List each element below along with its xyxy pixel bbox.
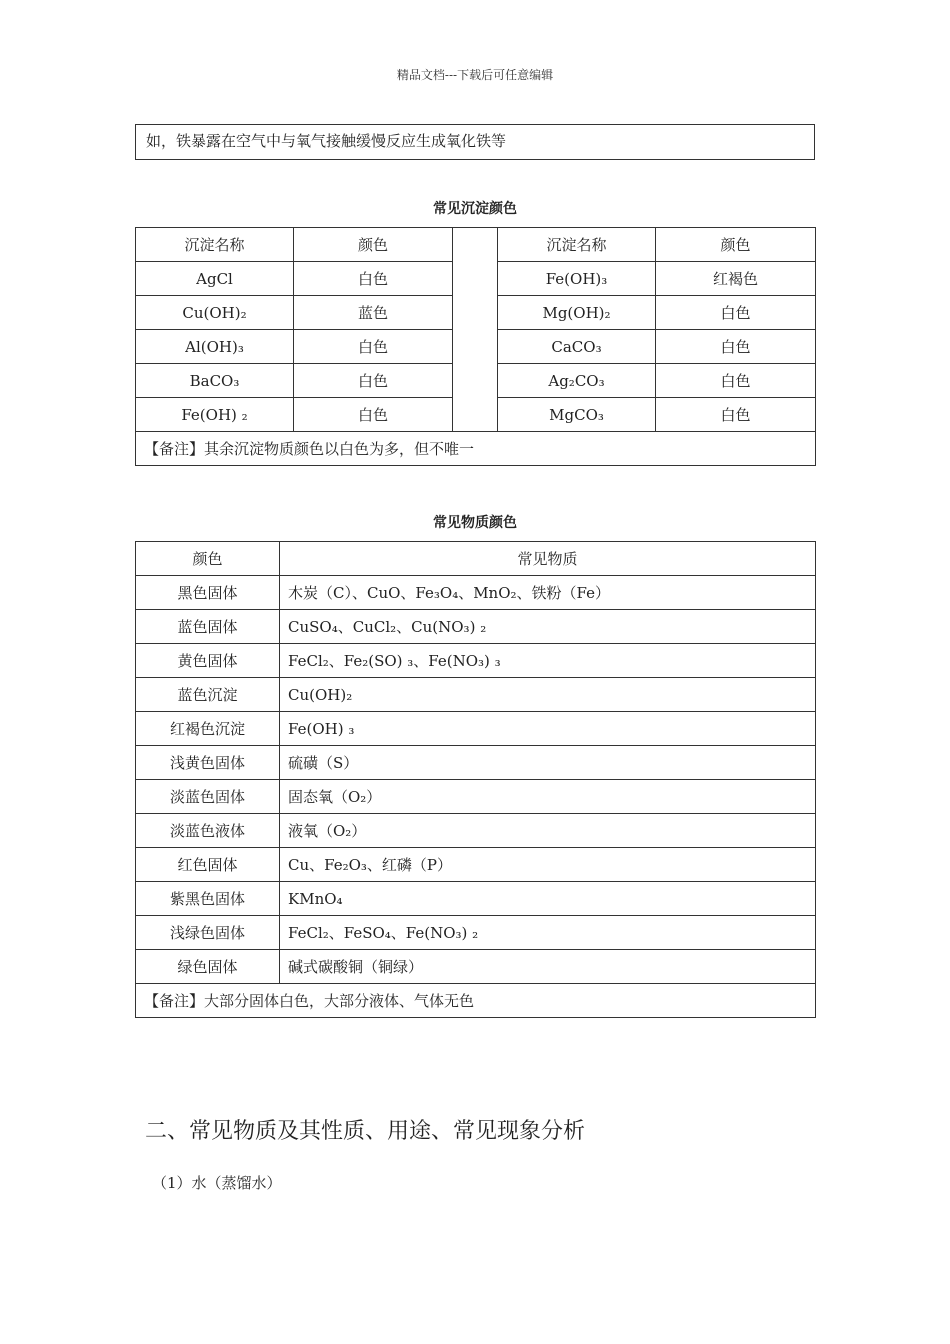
- table-row: [136, 610, 816, 644]
- note-row: [136, 432, 816, 466]
- substances-cell: CuSO₄、CuCl₂、Cu(NO₃) ₂: [280, 610, 816, 644]
- color-cell: 黄色固体: [136, 644, 280, 678]
- substances-cell: Fe(OH) ₃: [280, 712, 816, 746]
- substance-table-caption: 常见物质颜色: [433, 515, 517, 531]
- table-note: 【备注】大部分固体白色，大部分液体、气体无色: [136, 984, 816, 1018]
- precipitate-color: 白色: [294, 262, 453, 296]
- precipitate-color: 白色: [656, 364, 816, 398]
- color-cell: 蓝色沉淀: [136, 678, 280, 712]
- color-cell: 紫黑色固体: [136, 882, 280, 916]
- table-header-row: [136, 542, 816, 576]
- table-row: [136, 882, 816, 916]
- substance-color-table: [135, 541, 816, 1018]
- table-note: 【备注】其余沉淀物质颜色以白色为多，但不唯一: [136, 432, 816, 466]
- note-row: [136, 984, 816, 1018]
- precipitate-name: Fe(OH) ₂: [136, 398, 294, 432]
- precipitate-color: 白色: [656, 398, 816, 432]
- table-row: [136, 780, 816, 814]
- color-cell: 浅绿色固体: [136, 916, 280, 950]
- subsection-heading: （1）水（蒸馏水）: [152, 1174, 282, 1192]
- color-cell: 浅黄色固体: [136, 746, 280, 780]
- substances-cell: Cu(OH)₂: [280, 678, 816, 712]
- substances-cell: KMnO₄: [280, 882, 816, 916]
- substances-cell: FeCl₂、Fe₂(SO) ₃、Fe(NO₃) ₃: [280, 644, 816, 678]
- color-cell: 蓝色固体: [136, 610, 280, 644]
- header-cell: 颜色: [136, 542, 280, 576]
- section-heading: 二、常见物质及其性质、用途、常见现象分析: [145, 1119, 586, 1144]
- header-cell: 常见物质: [280, 542, 816, 576]
- page-header: 精品文档---下载后可任意编辑: [396, 68, 554, 82]
- table-row: [136, 848, 816, 882]
- substances-cell: FeCl₂、FeSO₄、Fe(NO₃) ₂: [280, 916, 816, 950]
- table-row: [136, 746, 816, 780]
- header-cell: 沉淀名称: [498, 228, 656, 262]
- table-row: [136, 644, 816, 678]
- substances-cell: Cu、Fe₂O₃、红磷（P）: [280, 848, 816, 882]
- precipitate-color: 白色: [294, 364, 453, 398]
- table-row: [136, 576, 816, 610]
- precipitate-color: 白色: [656, 330, 816, 364]
- header-cell: 沉淀名称: [136, 228, 294, 262]
- precipitate-color-table: [135, 227, 816, 466]
- color-cell: 红褐色沉淀: [136, 712, 280, 746]
- precip-table-caption: 常见沉淀颜色: [433, 201, 517, 217]
- table-row: [136, 712, 816, 746]
- table-row: [136, 916, 816, 950]
- precipitate-name: CaCO₃: [498, 330, 656, 364]
- spacer-cell: [453, 228, 498, 432]
- precipitate-name: BaCO₃: [136, 364, 294, 398]
- color-cell: 绿色固体: [136, 950, 280, 984]
- table-row: [136, 678, 816, 712]
- color-cell: 淡蓝色固体: [136, 780, 280, 814]
- substances-cell: 硫磺（S）: [280, 746, 816, 780]
- substances-cell: 液氧（O₂）: [280, 814, 816, 848]
- precipitate-color: 蓝色: [294, 296, 453, 330]
- substances-cell: 木炭（C）、CuO、Fe₃O₄、MnO₂、铁粉（Fe）: [280, 576, 816, 610]
- precipitate-name: Fe(OH)₃: [498, 262, 656, 296]
- table-row: [136, 814, 816, 848]
- precipitate-color: 白色: [656, 296, 816, 330]
- precipitate-name: AgCl: [136, 262, 294, 296]
- substances-cell: 固态氧（O₂）: [280, 780, 816, 814]
- precipitate-name: Ag₂CO₃: [498, 364, 656, 398]
- header-cell: 颜色: [656, 228, 816, 262]
- table-row: [136, 950, 816, 984]
- precipitate-color: 白色: [294, 398, 453, 432]
- color-cell: 红色固体: [136, 848, 280, 882]
- header-cell: 颜色: [294, 228, 453, 262]
- table-header-row: [136, 228, 816, 262]
- precipitate-name: Mg(OH)₂: [498, 296, 656, 330]
- precipitate-name: Cu(OH)₂: [136, 296, 294, 330]
- precipitate-name: Al(OH)₃: [136, 330, 294, 364]
- substances-cell: 碱式碳酸铜（铜绿）: [280, 950, 816, 984]
- precipitate-name: MgCO₃: [498, 398, 656, 432]
- intro-box: 如，铁暴露在空气中与氧气接触缓慢反应生成氧化铁等: [135, 124, 815, 160]
- color-cell: 黑色固体: [136, 576, 280, 610]
- precipitate-color: 白色: [294, 330, 453, 364]
- precipitate-color: 红褐色: [656, 262, 816, 296]
- color-cell: 淡蓝色液体: [136, 814, 280, 848]
